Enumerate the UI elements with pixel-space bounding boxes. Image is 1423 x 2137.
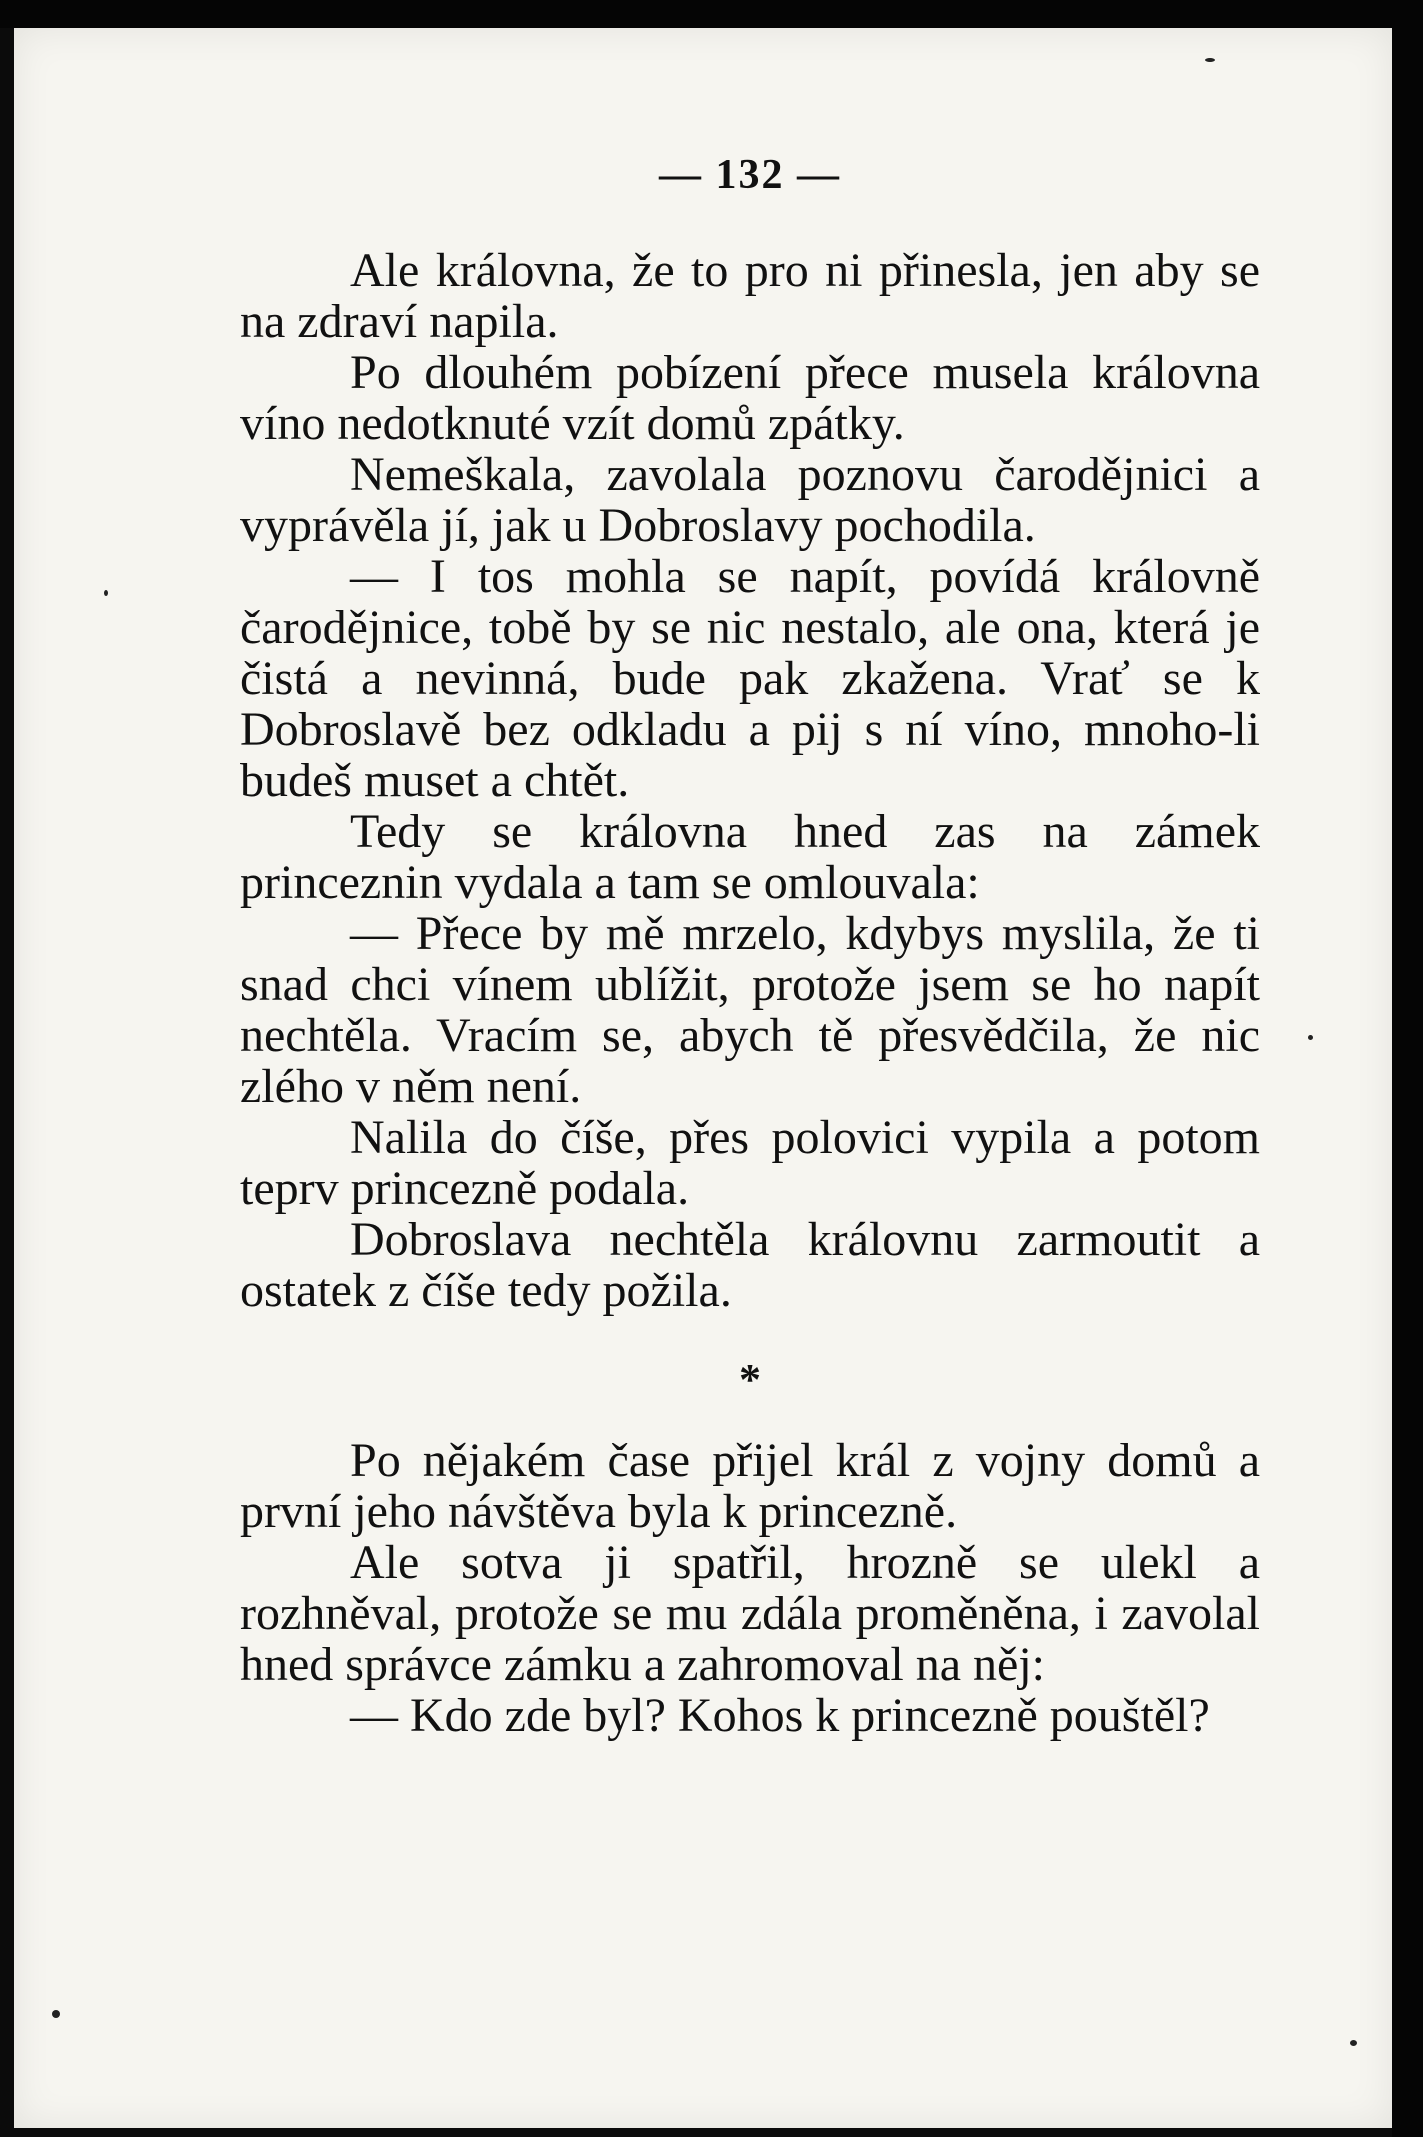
book-text [240, 150, 1260, 1741]
paragraph: Nemeškala, zavolala poznovu čarodějnici a vyprávěla jí, jak u Dobroslavy pochodila. [240, 448, 1260, 552]
paper-speck [1205, 58, 1215, 62]
paragraph: — Kdo zde byl? Kohos k princezně pouštěl? [350, 1689, 1210, 1742]
paragraph: Po dlouhém pobízení přece musela královna víno nedotknuté vzít domů zpátky. [240, 346, 1260, 450]
paragraph: Nalila do číše, přes polovici vypila a potom teprv princezně podala. [240, 1111, 1260, 1215]
page-number: — 132 — [659, 152, 841, 198]
scan-border-top [0, 0, 1423, 28]
paper-speck [52, 2010, 60, 2018]
paragraph: Ale sotva ji spatřil, hrozně se ulekl a rozhněval, protože se mu zdála proměněna, i zavolal hned správce zámku a zahromoval na něj: [240, 1536, 1260, 1691]
paragraph: — I tos mohla se napít, povídá královně čarodějnice, tobě by se nic nestalo, ale ona, která je čistá a nevinná, bude pak zkažena. Vrať se k Dobroslavě bez odkladu a pij s ní víno, mnoho-li budeš muset a chtět. [240, 550, 1260, 807]
section-separator: * [739, 1355, 761, 1404]
paragraph: Ale královna, že to pro ni přinesla, jen aby se na zdraví napila. [240, 244, 1260, 348]
paragraph: Tedy se královna hned zas na zámek princeznin vydala a tam se omlouvala: [240, 805, 1260, 909]
paper-speck [104, 590, 108, 596]
paper-speck [1308, 1035, 1313, 1040]
scan-border-right [1392, 0, 1423, 2137]
paragraph: — Přece by mě mrzelo, kdybys myslila, že ti snad chci vínem ublížit, protože jsem se ho napít nechtěla. Vracím se, abych tě přesvědčila, že nic zlého v něm není. [240, 907, 1260, 1113]
paragraph: Dobroslava nechtěla královnu zarmoutit a ostatek z číše tedy požila. [240, 1213, 1260, 1317]
paper-speck [1350, 2040, 1357, 2046]
paragraph: Po nějakém čase přijel král z vojny domů a první jeho návštěva byla k princezně. [240, 1434, 1260, 1538]
